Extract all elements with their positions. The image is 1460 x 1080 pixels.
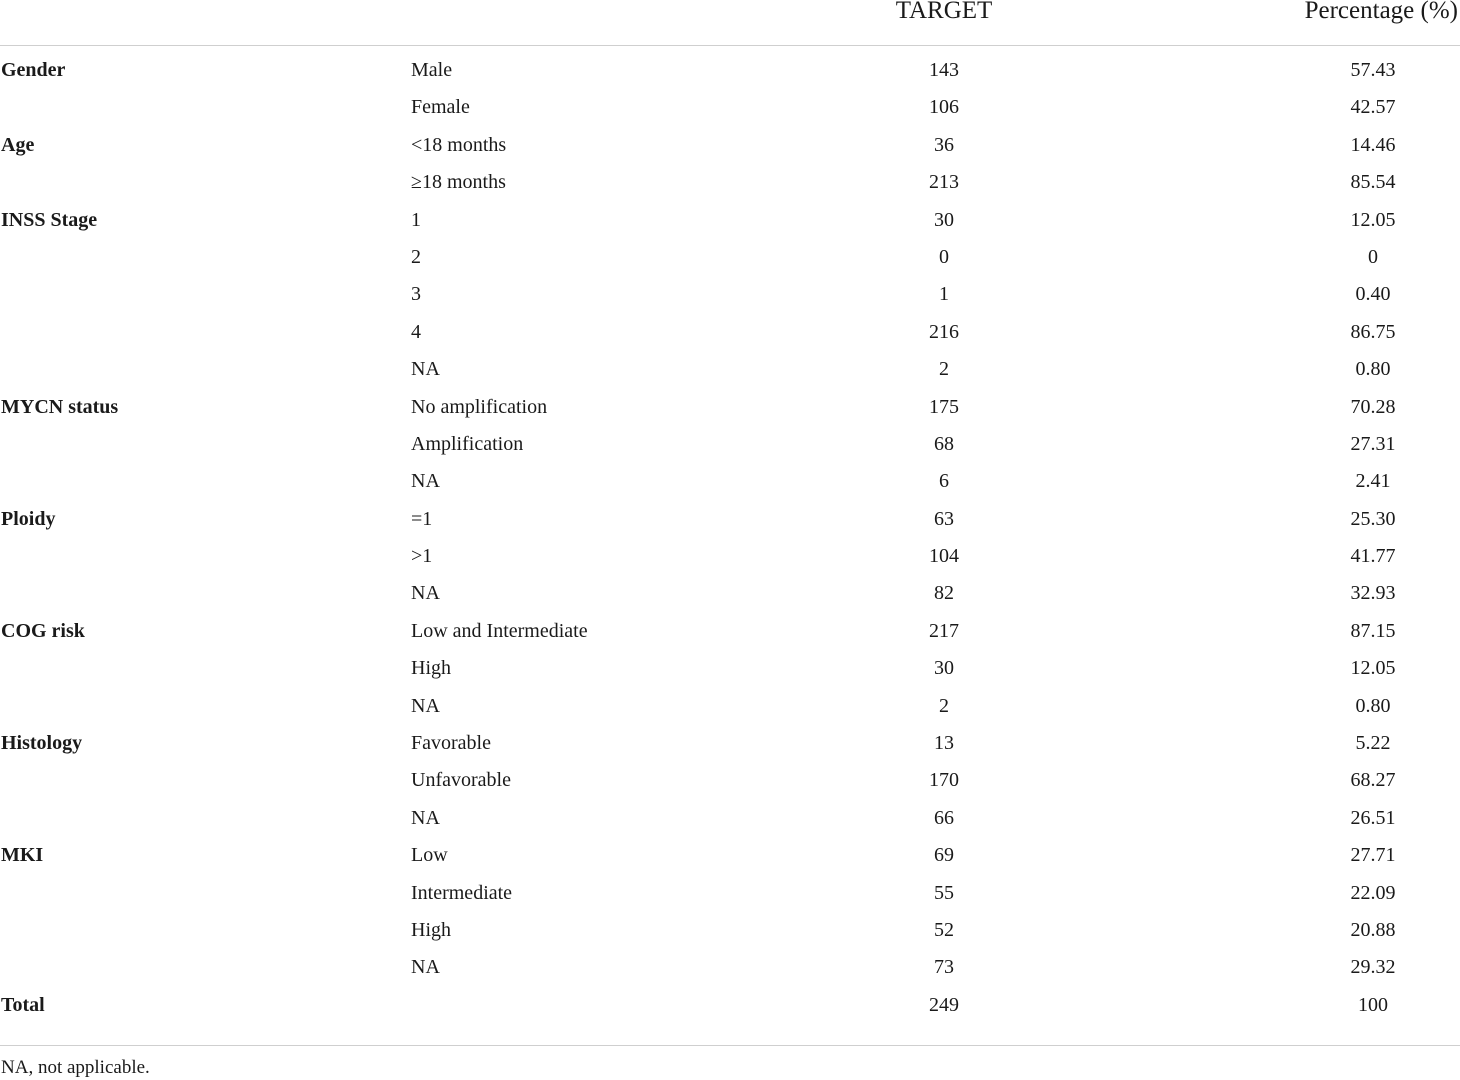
row-target-count: 2 — [939, 694, 949, 717]
table-row — [0, 320, 1460, 357]
row-variable: Age — [1, 133, 35, 156]
row-target-count: 52 — [934, 918, 954, 941]
row-category: =1 — [411, 507, 433, 530]
row-variable: Total — [1, 993, 45, 1016]
table-row — [0, 170, 1460, 207]
row-category: 2 — [411, 245, 421, 268]
row-target-count: 249 — [929, 993, 959, 1016]
row-variable: INSS Stage — [1, 208, 98, 231]
row-target-count: 104 — [929, 545, 959, 568]
row-variable: Gender — [1, 59, 66, 81]
row-target-count: 143 — [929, 59, 959, 81]
row-category: 4 — [411, 320, 421, 343]
row-target-count: 2 — [939, 358, 949, 381]
table-row — [0, 656, 1460, 693]
row-percentage: 70.28 — [1350, 395, 1396, 418]
row-category: Favorable — [411, 732, 491, 755]
row-percentage: 2.41 — [1355, 470, 1391, 493]
row-target-count: 30 — [934, 208, 954, 231]
row-variable: MYCN status — [1, 395, 119, 418]
table-row — [0, 544, 1460, 581]
table-body — [0, 58, 1460, 1030]
table-row — [0, 432, 1460, 469]
row-variable: MKI — [1, 844, 44, 867]
row-category: 3 — [411, 283, 421, 306]
row-percentage: 27.31 — [1350, 432, 1396, 455]
table-row — [0, 208, 1460, 245]
row-target-count: 82 — [934, 582, 954, 605]
row-category: Amplification — [411, 432, 524, 455]
table-row — [0, 95, 1460, 132]
table-row — [0, 133, 1460, 170]
table-row — [0, 395, 1460, 432]
table-row — [0, 581, 1460, 618]
row-category: NA — [411, 956, 440, 979]
row-percentage: 0.40 — [1355, 283, 1391, 306]
row-target-count: 13 — [934, 732, 954, 755]
row-target-count: 30 — [934, 657, 954, 680]
row-target-count: 213 — [929, 171, 959, 194]
table-row — [0, 245, 1460, 282]
row-percentage: 41.77 — [1350, 545, 1396, 568]
table-row — [0, 469, 1460, 506]
row-category: NA — [411, 582, 440, 605]
row-percentage: 0.80 — [1355, 694, 1391, 717]
table-row — [0, 955, 1460, 992]
table-header — [0, 0, 1460, 46]
table-row — [0, 881, 1460, 918]
row-target-count: 6 — [939, 470, 949, 493]
row-percentage: 0 — [1368, 245, 1378, 268]
row-percentage: 22.09 — [1350, 881, 1396, 904]
row-category: Intermediate — [411, 881, 513, 904]
row-target-count: 170 — [929, 769, 959, 792]
row-percentage: 14.46 — [1350, 133, 1396, 156]
table-bottom-rule — [0, 1045, 1460, 1046]
row-target-count: 63 — [934, 507, 954, 530]
row-percentage: 100 — [1358, 993, 1388, 1016]
row-percentage: 0.80 — [1355, 358, 1391, 381]
row-percentage: 32.93 — [1350, 582, 1396, 605]
row-category: NA — [411, 694, 440, 717]
table-row — [0, 282, 1460, 319]
row-target-count: 36 — [934, 133, 954, 156]
table-row — [0, 694, 1460, 731]
table-footnote: NA, not applicable. — [1, 1057, 150, 1078]
row-percentage: 12.05 — [1350, 657, 1396, 680]
row-target-count: 217 — [929, 619, 959, 642]
row-percentage: 57.43 — [1350, 59, 1396, 81]
row-category: Female — [411, 96, 470, 119]
row-variable: COG risk — [1, 619, 85, 642]
row-target-count: 0 — [939, 245, 949, 268]
header-percentage: Percentage (%) — [1304, 0, 1458, 24]
row-variable: Ploidy — [1, 507, 56, 530]
row-percentage: 86.75 — [1350, 320, 1396, 343]
row-target-count: 68 — [934, 432, 954, 455]
row-category: Unfavorable — [411, 769, 511, 792]
row-target-count: 69 — [934, 844, 954, 867]
row-category: >1 — [411, 545, 433, 568]
row-category: Low — [411, 844, 448, 867]
row-percentage: 27.71 — [1350, 844, 1396, 867]
table-row — [0, 918, 1460, 955]
table-row — [0, 58, 1460, 95]
row-percentage: 68.27 — [1350, 769, 1396, 792]
table-row — [0, 806, 1460, 843]
row-category: NA — [411, 358, 440, 381]
row-percentage: 85.54 — [1350, 171, 1396, 194]
row-percentage: 42.57 — [1350, 96, 1396, 119]
row-variable: Histology — [1, 732, 83, 755]
table-row — [0, 843, 1460, 880]
table-row — [0, 993, 1460, 1030]
table-row — [0, 357, 1460, 394]
row-category: High — [411, 918, 451, 941]
row-target-count: 106 — [929, 96, 959, 119]
row-percentage: 26.51 — [1350, 806, 1396, 829]
row-category: 1 — [411, 208, 421, 231]
row-target-count: 175 — [929, 395, 959, 418]
row-percentage: 5.22 — [1355, 732, 1391, 755]
row-target-count: 55 — [934, 881, 954, 904]
row-category: NA — [411, 806, 440, 829]
header-target: TARGET — [895, 0, 993, 24]
row-category: High — [411, 657, 451, 680]
row-category: <18 months — [411, 133, 507, 156]
row-target-count: 73 — [934, 956, 954, 979]
row-category: NA — [411, 470, 440, 493]
row-target-count: 216 — [929, 320, 959, 343]
table-row — [0, 768, 1460, 805]
table-row — [0, 507, 1460, 544]
table-row — [0, 731, 1460, 768]
row-target-count: 1 — [939, 283, 949, 306]
row-percentage: 29.32 — [1350, 956, 1396, 979]
row-percentage: 12.05 — [1350, 208, 1396, 231]
row-percentage: 20.88 — [1350, 918, 1396, 941]
row-category: Low and Intermediate — [411, 619, 588, 642]
row-target-count: 66 — [934, 806, 954, 829]
row-category: No amplification — [411, 395, 548, 418]
row-percentage: 25.30 — [1350, 507, 1396, 530]
row-category: ≥18 months — [411, 171, 506, 194]
row-percentage: 87.15 — [1350, 619, 1396, 642]
row-category: Male — [411, 59, 453, 81]
table-row — [0, 619, 1460, 656]
